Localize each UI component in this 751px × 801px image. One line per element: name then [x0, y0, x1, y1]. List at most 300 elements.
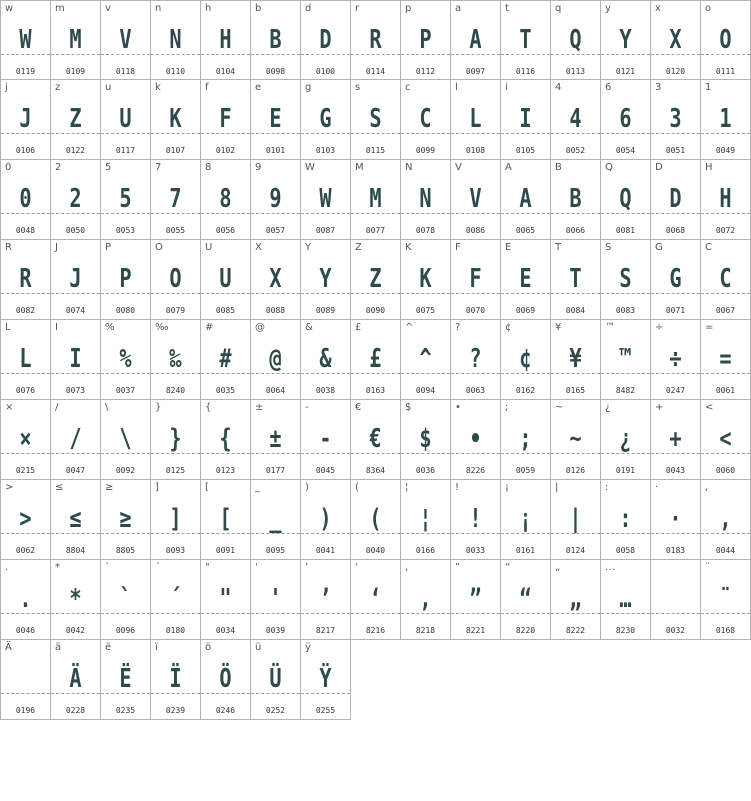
- glyph-cell: [201, 240, 251, 320]
- glyph-cell: [0, 640, 51, 720]
- glyph-key-label: h: [205, 3, 212, 14]
- glyph-key-label: ü: [255, 642, 262, 653]
- glyph-cell: [0, 400, 51, 480]
- glyph-char-code: 0124: [565, 546, 586, 555]
- baseline-guide: [251, 54, 300, 55]
- glyph-char-code: 0116: [515, 67, 536, 76]
- glyph-sample: G: [319, 104, 332, 134]
- glyph-cell: [201, 480, 251, 560]
- baseline-guide: [551, 213, 600, 214]
- baseline-guide: [1, 693, 50, 694]
- glyph-key-label: 9: [255, 162, 262, 173]
- glyph-cell: [651, 0, 701, 80]
- glyph-key-label: X: [255, 242, 262, 253]
- glyph-key-label: £: [355, 322, 362, 333]
- glyph-key-label: e: [255, 82, 262, 93]
- baseline-guide: [401, 453, 450, 454]
- baseline-guide: [151, 453, 200, 454]
- baseline-guide: [151, 613, 200, 614]
- glyph-sample: Ë: [119, 664, 132, 694]
- glyph-char-code: 0093: [165, 546, 186, 555]
- baseline-guide: [201, 213, 250, 214]
- glyph-cell: [451, 160, 501, 240]
- glyph-key-label: ö: [205, 642, 212, 653]
- glyph-char-code: 0125: [165, 466, 186, 475]
- glyph-sample: ": [219, 584, 232, 614]
- glyph-char-code: 0075: [415, 306, 436, 315]
- baseline-guide: [51, 613, 100, 614]
- baseline-guide: [401, 373, 450, 374]
- glyph-sample: €: [369, 424, 382, 454]
- glyph-char-code: 0114: [365, 67, 386, 76]
- glyph-key-label: O: [155, 242, 163, 253]
- glyph-char-code: 8221: [465, 626, 486, 635]
- glyph-sample: K: [419, 264, 432, 294]
- glyph-cell: [151, 160, 201, 240]
- baseline-guide: [501, 213, 550, 214]
- glyph-cell: [151, 640, 201, 720]
- glyph-char-code: 0054: [615, 146, 636, 155]
- glyph-cell: [301, 240, 351, 320]
- glyph-cell: [651, 400, 701, 480]
- glyph-char-code: 0064: [265, 386, 286, 395]
- glyph-char-code: 0051: [665, 146, 686, 155]
- glyph-char-code: 0087: [315, 226, 336, 235]
- glyph-cell: [701, 0, 751, 80]
- glyph-cell: [601, 400, 651, 480]
- baseline-guide: [301, 133, 350, 134]
- glyph-sample: U: [119, 104, 132, 134]
- glyph-cell: [551, 80, 601, 160]
- glyph-char-code: 0091: [215, 546, 236, 555]
- glyph-sample: C: [719, 264, 732, 294]
- glyph-char-code: 0055: [165, 226, 186, 235]
- glyph-sample: \: [119, 424, 132, 454]
- baseline-guide: [151, 533, 200, 534]
- baseline-guide: [101, 133, 150, 134]
- glyph-key-label: i: [505, 82, 508, 93]
- glyph-char-code: 0166: [415, 546, 436, 555]
- glyph-cell: [501, 320, 551, 400]
- glyph-char-code: 0100: [315, 67, 336, 76]
- baseline-guide: [301, 533, 350, 534]
- glyph-sample: |: [569, 504, 582, 534]
- glyph-cell: [551, 480, 601, 560]
- baseline-guide: [601, 533, 650, 534]
- glyph-key-label: ‰: [155, 322, 169, 333]
- glyph-key-label: t: [505, 3, 509, 14]
- glyph-cell: [51, 320, 101, 400]
- glyph-char-code: 0080: [115, 306, 136, 315]
- glyph-char-code: 0168: [715, 626, 736, 635]
- glyph-key-label: *: [55, 562, 60, 573]
- glyph-cell: [701, 160, 751, 240]
- glyph-key-label: ?: [455, 322, 461, 333]
- glyph-row: [0, 320, 751, 400]
- glyph-cell: [701, 80, 751, 160]
- glyph-sample: Q: [619, 184, 632, 214]
- glyph-char-code: 0109: [65, 67, 86, 76]
- baseline-guide: [451, 54, 500, 55]
- glyph-key-label: D: [655, 162, 663, 173]
- glyph-key-label: S: [605, 242, 612, 253]
- glyph-sample: A: [469, 25, 482, 55]
- baseline-guide: [601, 293, 650, 294]
- glyph-key-label: ä: [55, 642, 62, 653]
- baseline-guide: [601, 613, 650, 614]
- glyph-char-code: 0113: [565, 67, 586, 76]
- glyph-char-code: 0078: [415, 226, 436, 235]
- glyph-key-label: Q: [605, 162, 613, 173]
- glyph-sample: 5: [119, 184, 132, 214]
- glyph-char-code: 0060: [715, 466, 736, 475]
- glyph-sample: @: [269, 344, 282, 374]
- glyph-char-code: 0235: [115, 706, 136, 715]
- glyph-cell: [151, 480, 201, 560]
- glyph-sample: Ö: [219, 664, 232, 694]
- glyph-key-label: ±: [255, 402, 264, 413]
- glyph-sample: R: [19, 264, 32, 294]
- baseline-guide: [451, 213, 500, 214]
- glyph-key-label: _: [255, 482, 260, 493]
- baseline-guide: [451, 453, 500, 454]
- glyph-key-label: >: [5, 482, 14, 493]
- glyph-sample: 4: [569, 104, 582, 134]
- baseline-guide: [701, 533, 750, 534]
- glyph-sample: W: [319, 184, 332, 214]
- glyph-key-label: d: [305, 3, 312, 14]
- glyph-char-code: 0043: [665, 466, 686, 475]
- baseline-guide: [351, 373, 400, 374]
- glyph-key-label: T: [555, 242, 562, 253]
- glyph-sample: 9: [269, 184, 282, 214]
- glyph-char-code: 8222: [565, 626, 586, 635]
- glyph-sample: ≥: [119, 504, 132, 534]
- glyph-char-code: 0070: [465, 306, 486, 315]
- glyph-cell: [51, 0, 101, 80]
- glyph-char-code: 0126: [565, 466, 586, 475]
- glyph-key-label: n: [155, 3, 162, 14]
- glyph-cell: [151, 320, 201, 400]
- baseline-guide: [401, 133, 450, 134]
- glyph-cell: [51, 480, 101, 560]
- glyph-char-code: 0094: [415, 386, 436, 395]
- glyph-row: [0, 80, 751, 160]
- glyph-sample: V: [469, 184, 482, 214]
- glyph-key-label: A: [505, 162, 512, 173]
- glyph-sample: Z: [69, 104, 82, 134]
- glyph-sample: J: [69, 264, 82, 294]
- glyph-char-code: 0069: [515, 306, 536, 315]
- glyph-cell: [601, 560, 651, 640]
- glyph-key-label: 8: [205, 162, 212, 173]
- glyph-char-code: 0246: [215, 706, 236, 715]
- baseline-guide: [151, 293, 200, 294]
- baseline-guide: [301, 373, 350, 374]
- glyph-cell: [451, 400, 501, 480]
- baseline-guide: [551, 533, 600, 534]
- glyph-key-label: +: [655, 402, 664, 413]
- glyph-key-label: ÿ: [305, 642, 311, 653]
- baseline-guide: [351, 453, 400, 454]
- glyph-char-code: 0101: [265, 146, 286, 155]
- glyph-sample: U: [219, 264, 232, 294]
- baseline-guide: [151, 373, 200, 374]
- baseline-guide: [201, 453, 250, 454]
- glyph-row: [0, 400, 751, 480]
- glyph-cell: [101, 400, 151, 480]
- glyph-sample: ’: [319, 584, 332, 614]
- glyph-sample: ¡: [519, 504, 532, 534]
- glyph-char-code: 8226: [465, 466, 486, 475]
- glyph-sample: E: [269, 104, 282, 134]
- glyph-sample: Y: [319, 264, 332, 294]
- glyph-cell: [101, 480, 151, 560]
- glyph-char-code: 0072: [715, 226, 736, 235]
- baseline-guide: [501, 133, 550, 134]
- glyph-cell: [501, 480, 551, 560]
- baseline-guide: [501, 613, 550, 614]
- glyph-cell: [201, 320, 251, 400]
- baseline-guide: [401, 613, 450, 614]
- baseline-guide: [201, 613, 250, 614]
- glyph-cell: [351, 400, 401, 480]
- glyph-sample: C: [419, 104, 432, 134]
- glyph-sample: Ü: [269, 664, 282, 694]
- glyph-char-code: 0068: [665, 226, 686, 235]
- glyph-sample: V: [119, 25, 132, 55]
- baseline-guide: [251, 213, 300, 214]
- glyph-char-code: 0163: [365, 386, 386, 395]
- glyph-key-label: ≤: [55, 482, 64, 493]
- glyph-char-code: 0057: [265, 226, 286, 235]
- glyph-char-code: 0037: [115, 386, 136, 395]
- glyph-cell: [201, 160, 251, 240]
- baseline-guide: [201, 54, 250, 55]
- glyph-sample: I: [519, 104, 532, 134]
- glyph-char-code: 0058: [615, 546, 636, 555]
- glyph-cell: [251, 400, 301, 480]
- glyph-key-label: R: [5, 242, 12, 253]
- glyph-char-code: 0038: [315, 386, 336, 395]
- baseline-guide: [651, 213, 700, 214]
- baseline-guide: [551, 453, 600, 454]
- glyph-char-code: 0077: [365, 226, 386, 235]
- glyph-char-code: 0076: [15, 386, 36, 395]
- baseline-guide: [651, 533, 700, 534]
- glyph-key-label: ×: [5, 402, 14, 413]
- glyph-key-label: ): [305, 482, 309, 493]
- glyph-sample: Ÿ: [319, 664, 332, 694]
- glyph-char-code: 0048: [15, 226, 36, 235]
- glyph-key-label: V: [455, 162, 462, 173]
- baseline-guide: [251, 373, 300, 374]
- glyph-key-label: l: [455, 82, 458, 93]
- glyph-cell: [351, 560, 401, 640]
- baseline-guide: [1, 213, 50, 214]
- glyph-key-label: .: [5, 562, 9, 573]
- glyph-sample: [: [219, 504, 232, 534]
- glyph-char-code: 0061: [715, 386, 736, 395]
- glyph-key-label: ‚: [405, 562, 409, 573]
- glyph-sample: Y: [619, 25, 632, 55]
- glyph-key-label: z: [55, 82, 61, 93]
- baseline-guide: [351, 213, 400, 214]
- glyph-key-label: $: [405, 402, 412, 413]
- glyph-key-label: g: [305, 82, 312, 93]
- glyph-sample: „: [569, 584, 582, 614]
- glyph-cell: [501, 160, 551, 240]
- baseline-guide: [401, 293, 450, 294]
- glyph-char-code: 0053: [115, 226, 136, 235]
- baseline-guide: [1, 453, 50, 454]
- glyph-sample: B: [269, 25, 282, 55]
- glyph-cell: [351, 240, 401, 320]
- glyph-char-code: 0047: [65, 466, 86, 475]
- glyph-cell: [51, 240, 101, 320]
- glyph-key-label: C: [705, 242, 712, 253]
- glyph-key-label: ¥: [555, 322, 562, 333]
- glyph-char-code: 0121: [615, 67, 636, 76]
- glyph-cell: [701, 240, 751, 320]
- baseline-guide: [651, 373, 700, 374]
- glyph-key-label: H: [705, 162, 713, 173]
- glyph-key-label: -: [305, 402, 309, 413]
- glyph-cell: [51, 560, 101, 640]
- glyph-cell: [201, 0, 251, 80]
- glyph-char-code: 0041: [315, 546, 336, 555]
- baseline-guide: [351, 54, 400, 55]
- glyph-key-label: I: [55, 322, 58, 333]
- baseline-guide: [51, 54, 100, 55]
- baseline-guide: [1, 54, 50, 55]
- glyph-key-label: <: [705, 402, 714, 413]
- glyph-cell: [551, 160, 601, 240]
- glyph-sample: ): [319, 504, 332, 534]
- glyph-sample: _: [269, 504, 282, 534]
- glyph-cell: [51, 640, 101, 720]
- glyph-sample: T: [519, 25, 532, 55]
- baseline-guide: [301, 453, 350, 454]
- glyph-cell: [101, 240, 151, 320]
- glyph-char-code: 8482: [615, 386, 636, 395]
- glyph-cell: [0, 80, 51, 160]
- baseline-guide: [251, 693, 300, 694]
- glyph-cell: [701, 320, 751, 400]
- baseline-guide: [101, 613, 150, 614]
- glyph-sample: H: [219, 25, 232, 55]
- glyph-cell: [151, 400, 201, 480]
- glyph-sample: ±: [269, 424, 282, 454]
- glyph-char-code: 8804: [65, 546, 86, 555]
- glyph-cell: [401, 160, 451, 240]
- glyph-key-label: ‘: [355, 562, 359, 573]
- glyph-row: [0, 640, 751, 720]
- glyph-char-code: 0035: [215, 386, 236, 395]
- glyph-char-code: 0056: [215, 226, 236, 235]
- baseline-guide: [201, 293, 250, 294]
- glyph-cell: [301, 640, 351, 720]
- baseline-guide: [51, 373, 100, 374]
- glyph-sample: N: [419, 184, 432, 214]
- glyph-sample: X: [269, 264, 282, 294]
- baseline-guide: [301, 613, 350, 614]
- glyph-char-code: 0103: [315, 146, 336, 155]
- glyph-char-code: 0066: [565, 226, 586, 235]
- glyph-cell: [251, 640, 301, 720]
- glyph-char-code: 0034: [215, 626, 236, 635]
- glyph-char-code: 0065: [515, 226, 536, 235]
- glyph-key-label: 5: [105, 162, 112, 173]
- glyph-char-code: 8364: [365, 466, 386, 475]
- glyph-cell: [101, 160, 151, 240]
- glyph-char-code: 0096: [115, 626, 136, 635]
- baseline-guide: [251, 453, 300, 454]
- glyph-key-label: {: [205, 402, 212, 413]
- baseline-guide: [101, 533, 150, 534]
- glyph-key-label: K: [405, 242, 412, 253]
- glyph-char-code: 0052: [565, 146, 586, 155]
- glyph-cell: [0, 480, 51, 560]
- glyph-sample: “: [519, 584, 532, 614]
- glyph-cell: [601, 80, 651, 160]
- baseline-guide: [51, 693, 100, 694]
- glyph-key-label: `: [105, 562, 110, 573]
- glyph-cell: [51, 80, 101, 160]
- glyph-key-label: ™: [605, 322, 615, 333]
- glyph-sample: H: [719, 184, 732, 214]
- baseline-guide: [251, 613, 300, 614]
- glyph-key-label: f: [205, 82, 209, 93]
- baseline-guide: [601, 133, 650, 134]
- glyph-cell: [401, 560, 451, 640]
- glyph-key-label: 3: [655, 82, 662, 93]
- baseline-guide: [651, 293, 700, 294]
- glyph-sample: P: [119, 264, 132, 294]
- baseline-guide: [301, 293, 350, 294]
- glyph-key-label: W: [305, 162, 315, 173]
- glyph-cell: [301, 80, 351, 160]
- baseline-guide: [51, 453, 100, 454]
- glyph-sample: W: [19, 25, 32, 55]
- glyph-char-code: 0097: [465, 67, 486, 76]
- glyph-char-code: 0062: [15, 546, 36, 555]
- glyph-char-code: 8230: [615, 626, 636, 635]
- baseline-guide: [251, 293, 300, 294]
- glyph-key-label: E: [505, 242, 512, 253]
- glyph-key-label: =: [705, 322, 714, 333]
- glyph-key-label: ;: [505, 402, 509, 413]
- glyph-sample: ¢: [519, 344, 532, 374]
- baseline-guide: [401, 533, 450, 534]
- glyph-cell: [601, 320, 651, 400]
- glyph-key-label: ’: [305, 562, 309, 573]
- glyph-sample: =: [719, 344, 732, 374]
- baseline-guide: [101, 213, 150, 214]
- baseline-guide: [251, 533, 300, 534]
- glyph-sample: K: [169, 104, 182, 134]
- glyph-char-code: 0107: [165, 146, 186, 155]
- glyph-cell: [451, 240, 501, 320]
- glyph-cell: [551, 0, 601, 80]
- glyph-sample: `: [119, 584, 132, 614]
- glyph-sample: /: [69, 424, 82, 454]
- glyph-sample: N: [169, 25, 182, 55]
- glyph-sample: Ä: [69, 664, 82, 694]
- glyph-sample: O: [169, 264, 182, 294]
- glyph-cell: [451, 560, 501, 640]
- glyph-char-code: 0042: [65, 626, 86, 635]
